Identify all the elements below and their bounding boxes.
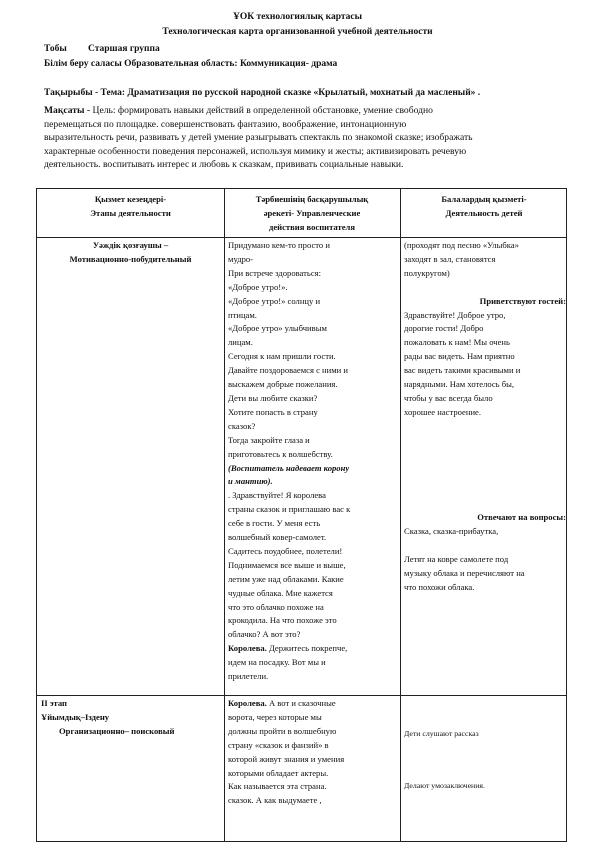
topic-line: [44, 88, 480, 98]
teacher-actions-2: Королева. А вот и сказочные ворота, через которые мы должны пройти в волшебную страну «сказок и фанзий» в которой живут знания и умения которыми обладает актеры. Как называется эта страна. сказок. А как выдумаете ,: [228, 698, 345, 806]
educational-area: Білім беру саласы Образовательная область: Коммуникация- драма: [44, 59, 338, 69]
doc-subtitle: Технологическая карта организованной учебной деятельности: [162, 27, 433, 37]
children-listen: Дети слушают рассказ: [404, 729, 479, 738]
topic-label: Тақырыбы - Тема:: [44, 88, 126, 98]
queen-label-2: Королева.: [228, 698, 267, 708]
doc-title: ҰОК технологиялық картасы: [232, 12, 363, 22]
goals-line-3: выразительность речи, развивать у детей умение разыгрывать спектакль по знакомой сказке; изображать: [44, 132, 473, 144]
header-teacher: Тәрбиешінің басқарушылық әрекеті- Управленческие действия воспитателя: [255, 194, 369, 232]
stage-organizational: II этап Ұйымдық–Іздену Организационно– поисковый: [41, 698, 175, 736]
goals-line-2: перемещаться по площадке. совершенствовать фантазию, воображение, интонационную: [44, 118, 407, 130]
header-children: Балалардың қызметі- Деятельность детей: [441, 194, 527, 218]
row-divider: [37, 237, 566, 238]
goals-label: Мақсаты -: [44, 105, 91, 116]
column-divider: [400, 189, 401, 841]
goals-line-5: деятельность. воспитывать интерес и любовь к сказкам, прививать социальные навыки.: [44, 159, 404, 171]
column-divider: [224, 189, 225, 841]
goals-paragraph: [44, 104, 564, 172]
teacher-actions-1: Придумано кем-то просто и мудро- При встрече здороваться: «Доброе утро!». «Доброе утро!» солнцу и птицам. «Доброе утро» улыбчивым лицам. Сегодня к нам пришли гости. Давайте поздороваемся с ними и выскажем добрые пожелания. Дети вы любите сказки? Хотите попасть в страну сказок? Тогда закройте глаза и приготовьтесь к волшебству. (Воспитатель надевает корону и мантию). . Здравствуйте! Я королева страны сказок и приглашаю вас к себе в гости. У меня есть волшебный ковер-самолет. Садитесь поудобнее, полетели! Поднимаемся все выше и выше, летим уже над облаками. Какие чудные облака. Мне кажется что это облачко похоже на крокодила. На что похоже это облачко? А вот это? Королева. Держитесь покрепче, идем на посадку. Вот мы и прилетели.: [228, 240, 351, 682]
lesson-table: [36, 188, 567, 842]
group-value: Старшая группа: [88, 44, 160, 54]
children-answers: Отвечают на вопросы: Сказка, сказка-прибаутка, Летят на ковре самолете под музыку облака и перечисляют на что похожи облака.: [404, 512, 566, 592]
children-conclude: Делают умозаключения.: [404, 781, 485, 790]
header-stage: Қызмет кезеңдері- Этапы деятельности: [90, 194, 171, 218]
stage-motivational: Уәждік қозғаушы – Мотивационно-побудительный: [69, 240, 192, 264]
topic-value: Драматизация по русской народной сказке «Крылатый, мохнатый да масленый» .: [127, 88, 481, 98]
row-divider: [37, 695, 566, 696]
goals-line-4: характерные особенности поведения персонажей, используя мимику и жесты; активизировать речевую: [44, 145, 467, 157]
goals-line-1: Мақсаты - Цель: формировать навыки действий в определенной обстановке, умение свободно: [44, 105, 433, 116]
group-label: Тобы: [44, 44, 67, 54]
queen-label: Королева.: [228, 643, 267, 654]
children-activity-1: (проходят под песню «Улыбка» заходят в зал, становятся полукругом) Приветствуют гостей: Здравствуйте! Доброе утро, дорогие гости! Добро пожаловать к нам! Мы очень рады вас видеть. Нам приятно вас видеть такими красивыми и нарядными. Нам хотелось бы, чтобы у вас всегда было хорошее настроение.: [404, 240, 566, 417]
